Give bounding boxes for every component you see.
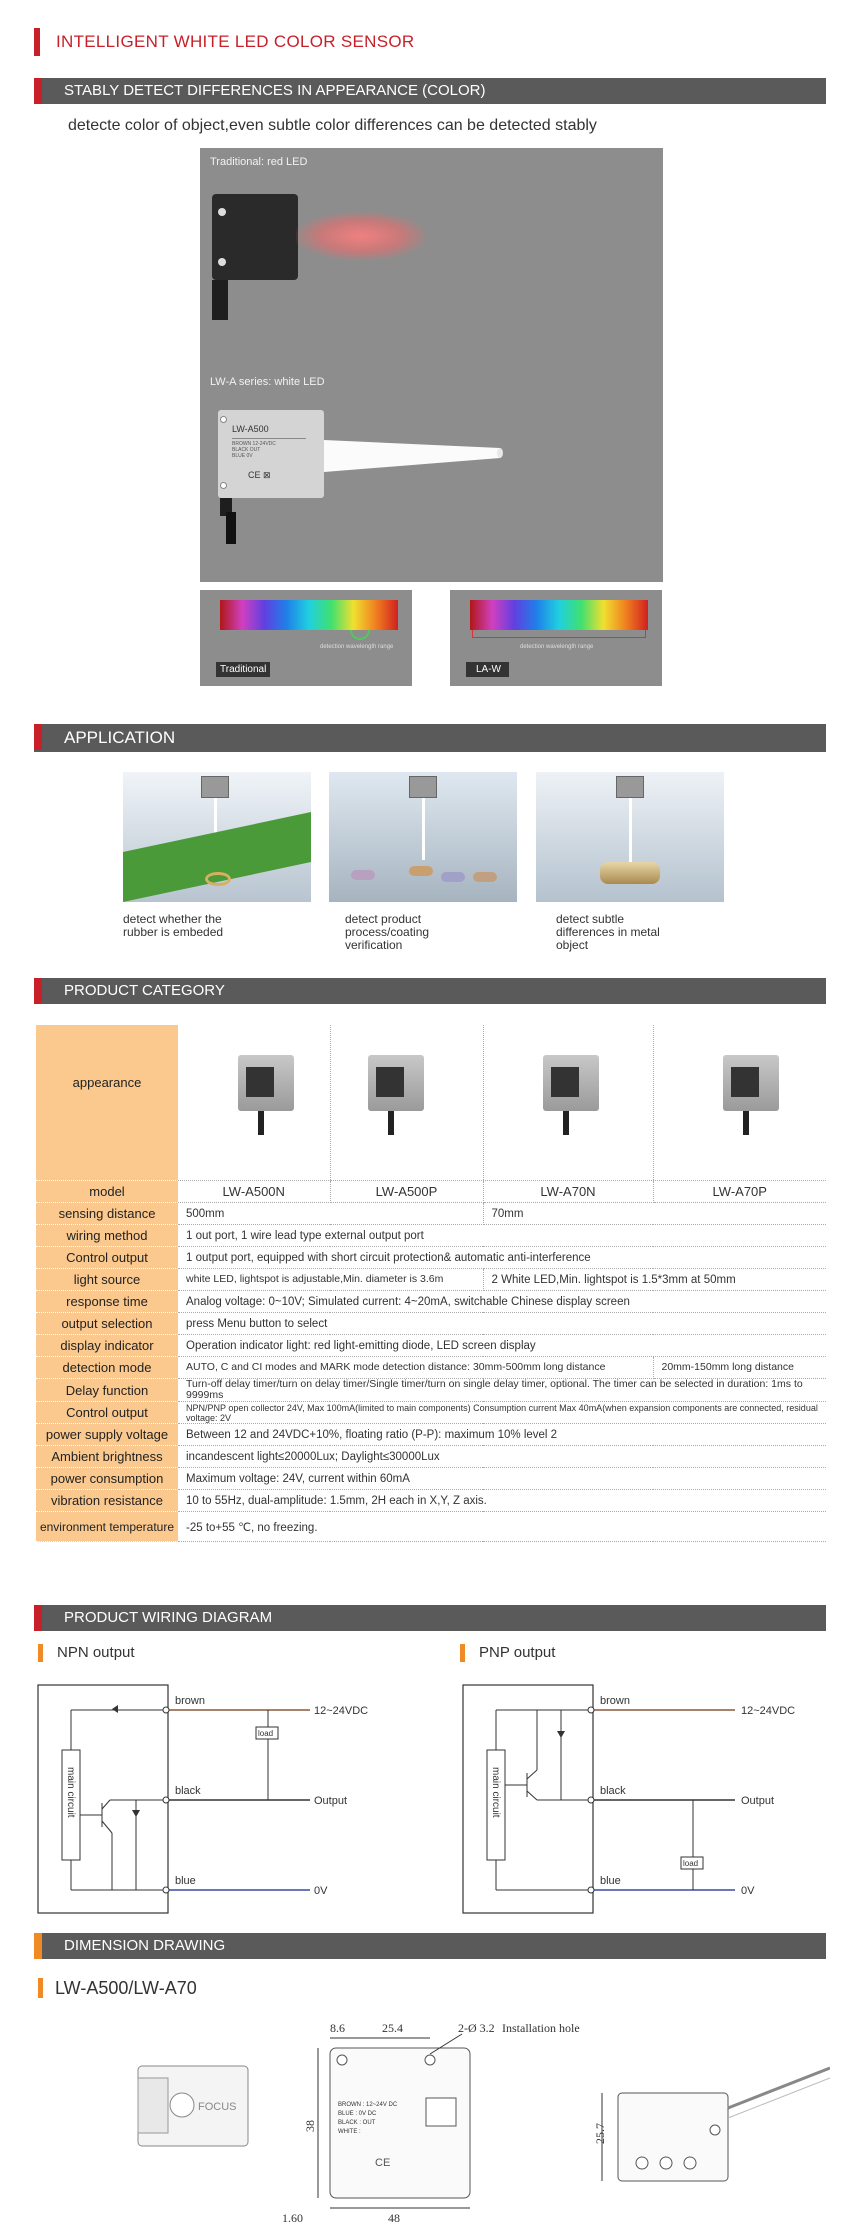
application-caption-3: detect subtle differences in metal object bbox=[556, 912, 660, 952]
spec-value: Analog voltage: 0~10V; Simulated current: 4~20mA, switchable Chinese display screen bbox=[178, 1291, 826, 1313]
product-image-3 bbox=[543, 1055, 599, 1111]
svg-text:CE: CE bbox=[375, 2157, 391, 2169]
brand-text: FOCUS bbox=[198, 2101, 237, 2113]
spec-value: -25 to+55 ℃, no freezing. bbox=[178, 1512, 826, 1542]
pnp-zero-label: 0V bbox=[741, 1885, 755, 1897]
pnp-blue-label: blue bbox=[600, 1875, 621, 1887]
lw-sensor: LW-A500 BROWN 12-24VDC BLACK OUT BLUE 0V CE ⊠ bbox=[218, 410, 324, 498]
dim-25-4: 25.4 bbox=[382, 2021, 403, 2035]
npn-black-label: black bbox=[175, 1785, 201, 1797]
spec-label-light: light source bbox=[36, 1269, 178, 1291]
page-title: INTELLIGENT WHITE LED COLOR SENSOR bbox=[34, 28, 414, 56]
spec-value: press Menu button to select bbox=[178, 1313, 826, 1335]
spec-value: NPN/PNP open collector 24V, Max 100mA(limited to main components) Consumption current Max 40mA(when expansion components are connected, residual voltage: 2V bbox=[178, 1402, 826, 1424]
comparison-photo bbox=[200, 148, 663, 582]
pnp-brown-label: brown bbox=[600, 1695, 630, 1707]
spec-label: response time bbox=[36, 1291, 178, 1313]
detect-a: AUTO, C and CI modes and MARK mode detection distance: 30mm-500mm long distance bbox=[178, 1357, 653, 1379]
dim-1-60: 1.60 bbox=[282, 2211, 303, 2225]
spec-value: Maximum voltage: 24V, current within 60mA bbox=[178, 1468, 826, 1490]
application-photo-1 bbox=[123, 772, 311, 902]
dim-8-6: 8.6 bbox=[330, 2021, 345, 2035]
npn-zero-label: 0V bbox=[314, 1885, 328, 1897]
npn-output-label: Output bbox=[314, 1795, 348, 1807]
sensing-b: 70mm bbox=[483, 1203, 826, 1225]
spec-value: Operation indicator light: red light-emitting diode, LED screen display bbox=[178, 1335, 826, 1357]
sensing-a: 500mm bbox=[178, 1203, 483, 1225]
spectrum-note-left: detection wavelength range bbox=[320, 644, 394, 650]
application-caption-1: detect whether the rubber is embeded bbox=[123, 912, 224, 939]
white-light-beam bbox=[324, 436, 504, 476]
traditional-sensor bbox=[212, 194, 298, 280]
spec-label: Control output bbox=[36, 1247, 178, 1269]
spec-value: Turn-off delay timer/turn on delay timer/Single timer/turn on single delay timer, optional. The timer can be selected in duration: 1ms to 9999ms bbox=[178, 1379, 826, 1402]
npn-diagram bbox=[30, 1675, 430, 1925]
section-bar-dimension: DIMENSION DRAWING bbox=[34, 1933, 826, 1959]
product-image-4 bbox=[723, 1055, 779, 1111]
section-bar-wiring: PRODUCT WIRING DIAGRAM bbox=[34, 1605, 826, 1631]
model-4: LW-A70P bbox=[653, 1181, 826, 1203]
spec-label: environment temperature bbox=[36, 1512, 178, 1542]
npn-supply-label: 12~24VDC bbox=[314, 1705, 369, 1717]
sensor-model-text: LW-A500 bbox=[232, 424, 269, 434]
appearance-images bbox=[178, 1025, 826, 1181]
dimension-model: LW-A500/LW-A70 bbox=[38, 1978, 197, 1998]
spec-label: Control output bbox=[36, 1402, 178, 1424]
npn-main-circuit-label: main circuit bbox=[65, 1767, 76, 1818]
application-photo-3 bbox=[536, 772, 724, 902]
spec-value: Between 12 and 24VDC+10%, floating ratio (P-P): maximum 10% level 2 bbox=[178, 1424, 826, 1446]
traditional-led-label: Traditional: red LED bbox=[210, 156, 308, 168]
pnp-title: PNP output bbox=[460, 1644, 555, 1662]
npn-brown-label: brown bbox=[175, 1695, 205, 1707]
dim-38: 38 bbox=[303, 2120, 317, 2132]
spec-table bbox=[36, 1025, 826, 1542]
pnp-supply-label: 12~24VDC bbox=[741, 1705, 796, 1717]
spec-label-sensing: sensing distance bbox=[36, 1203, 178, 1225]
spec-label: wiring method bbox=[36, 1225, 178, 1247]
red-light-beam bbox=[296, 212, 426, 260]
spec-value: 1 output port, equipped with short circuit protection& automatic anti-interference bbox=[178, 1247, 826, 1269]
pnp-main-circuit-label: main circuit bbox=[490, 1767, 501, 1818]
spec-label: display indicator bbox=[36, 1335, 178, 1357]
spectrum-label-traditional: Traditional bbox=[216, 662, 270, 677]
model-2: LW-A500P bbox=[330, 1181, 483, 1203]
dim-48: 48 bbox=[388, 2211, 400, 2225]
spec-label: vibration resistance bbox=[36, 1490, 178, 1512]
detect-b: 20mm-150mm long distance bbox=[653, 1357, 826, 1379]
application-photo-2 bbox=[329, 772, 517, 902]
section-bar-stable: STABLY DETECT DIFFERENCES IN APPEARANCE (COLOR) bbox=[34, 78, 826, 104]
application-caption-2: detect product process/coating verification bbox=[345, 912, 430, 952]
pnp-black-label: black bbox=[600, 1785, 626, 1797]
spec-label: Delay function bbox=[36, 1379, 178, 1402]
product-image-2 bbox=[368, 1055, 424, 1111]
spectrum-label-law: LA-W bbox=[466, 662, 509, 677]
spec-label-model: model bbox=[36, 1181, 178, 1203]
product-image-1 bbox=[238, 1055, 294, 1111]
spec-label: power supply voltage bbox=[36, 1424, 178, 1446]
spec-label: power consumption bbox=[36, 1468, 178, 1490]
spec-value: incandescent light≤20000Lux; Daylight≤30000Lux bbox=[178, 1446, 826, 1468]
section-bar-category: PRODUCT CATEGORY bbox=[34, 978, 826, 1004]
pnp-load-label: load bbox=[683, 1859, 699, 1868]
spectrum-traditional bbox=[200, 590, 412, 686]
pnp-diagram bbox=[455, 1675, 825, 1925]
npn-blue-label: blue bbox=[175, 1875, 196, 1887]
dim-hole: 2-Ø 3.2 bbox=[458, 2021, 495, 2035]
model-1: LW-A500N bbox=[178, 1181, 330, 1203]
spec-label: output selection bbox=[36, 1313, 178, 1335]
light-a: white LED, lightspot is adjustable,Min. diameter is 3.6m bbox=[178, 1269, 483, 1291]
dim-25-7: 25.7 bbox=[593, 2123, 607, 2144]
model-3: LW-A70N bbox=[483, 1181, 653, 1203]
npn-load-label: load bbox=[258, 1729, 274, 1738]
npn-title: NPN output bbox=[38, 1644, 135, 1662]
spec-label: Ambient brightness bbox=[36, 1446, 178, 1468]
stable-subtitle: detecte color of object,even subtle color differences can be detected stably bbox=[68, 117, 597, 134]
spec-label-appearance: appearance bbox=[36, 1025, 178, 1181]
spectrum-note-right: detection wavelength range bbox=[520, 644, 594, 650]
svg-text:BLACK : OUT: BLACK : OUT bbox=[338, 2120, 376, 2126]
light-b: 2 White LED,Min. lightspot is 1.5*3mm at 50mm bbox=[483, 1269, 826, 1291]
pnp-output-label: Output bbox=[741, 1795, 775, 1807]
spec-value: 1 out port, 1 wire lead type external output port bbox=[178, 1225, 826, 1247]
spectrum-law bbox=[450, 590, 662, 686]
dimension-drawing bbox=[130, 2008, 830, 2228]
dim-hole-text: Installation hole bbox=[502, 2021, 580, 2035]
svg-text:WHITE :: WHITE : bbox=[338, 2129, 361, 2135]
spec-value: 10 to 55Hz, dual-amplitude: 1.5mm, 2H each in X,Y, Z axis. bbox=[178, 1490, 826, 1512]
spec-label-detect: detection mode bbox=[36, 1357, 178, 1379]
section-bar-application: APPLICATION bbox=[34, 724, 826, 752]
svg-text:BLUE : 0V DC: BLUE : 0V DC bbox=[338, 2111, 377, 2117]
white-led-label: LW-A series: white LED bbox=[210, 376, 325, 388]
svg-text:BROWN : 12~24V DC: BROWN : 12~24V DC bbox=[338, 2102, 398, 2108]
